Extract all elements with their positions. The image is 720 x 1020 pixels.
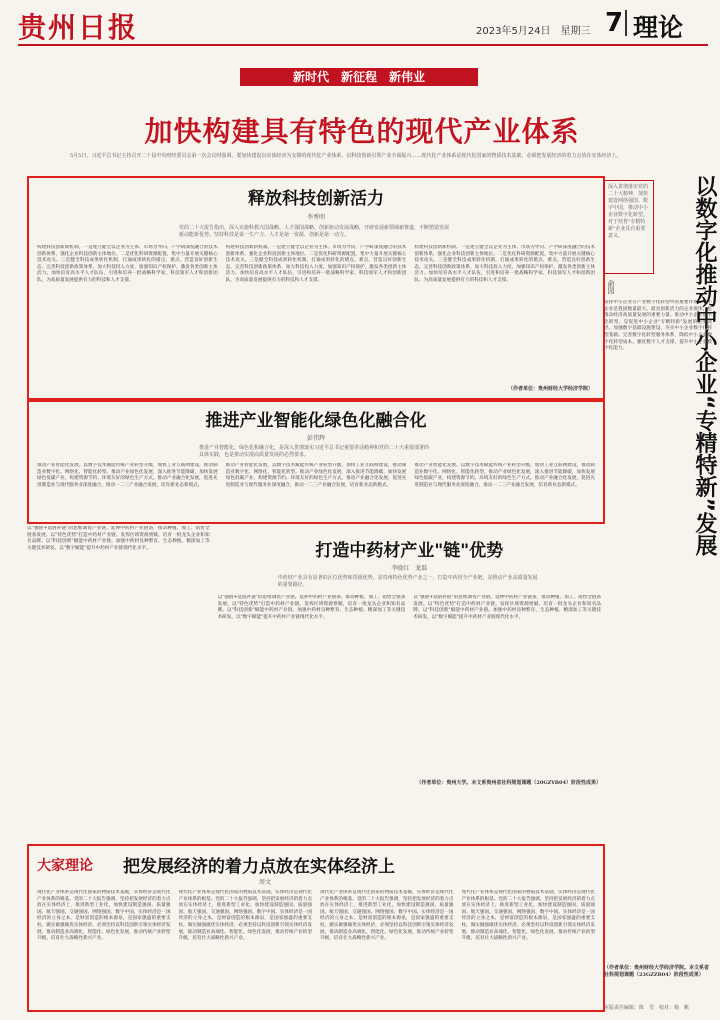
- article-box: [27, 400, 605, 524]
- article-title: 推进产业智能化绿色化融合化: [205, 411, 427, 431]
- article-abstract: 推进产业智能化、绿色化和融合化，是深入贯彻落实习近平总书记重要讲话精神和党的二十大重要部署的具体实践，也是推动实现高质量发展的必然要求。: [199, 445, 430, 458]
- article-title: 把发展经济的着力点放在实体经济上: [123, 857, 395, 877]
- article-body: 构建科技创新新机制。一是建立健全以企业为主体、市场为导向、产学研深度融合的技术创新体系，强化企业科技创新主体地位。二是优化科研资源配置，集中力量开展关键核心技术攻关。三是健全科技成果转化机制，打通成果转化的堵点、难点。营造良好创新生态，完善科技创新政策体系，加大科技投入力度，加强知识产权保护，激发各类创新主体活力。加快培育高水平人才队伍，引进和培养一批战略科学家、科技领军人才和创新团队，为高质量发展提供有力的科技和人才支撑。: [414, 245, 596, 283]
- article-author: 周文: [259, 879, 272, 886]
- issue-date: 2023年5月24日 星期三: [476, 26, 591, 37]
- article-body: 发挥中小企业在产业数字化转型中的重要作用。中小企业是我国数量最大、最具创新活力的企业群体，是推动经济高质量发展的重要力量。推动中小企业数字化转型，是促进中小企业"专精特新"发展的重要途径。加强数字基础设施建设，夯实中小企业数字化转型基础。完善数字化转型服务体系，降低中小企业数字化转型成本。强化数字人才支撑，提升中小企业数字化能力。: [604, 300, 712, 352]
- section-name: 理论: [633, 13, 684, 42]
- article-body: 推动产业智能化发展。以数字技术赋能传统产业转型升级，加快工业互联网建设，推动制造业数字化、网络化、智能化转型。推动产业绿色化发展，深入推进节能降碳，加快发展绿色低碳产业，构建资源节约、环境友好的绿色生产方式。推动产业融合化发展，促进先进制造业与现代服务业深度融合，推动一二三产业融合发展，培育新业态新模式。: [37, 463, 218, 488]
- article-box: [27, 844, 605, 1012]
- author-affiliation: （作者单位：贵州大学。本文系贵州省社科规划课题（20GZYB04）阶段性成果）: [416, 780, 601, 786]
- lead-paragraph: 5月5日，习近平总书记主持召开二十届中央财经委员会第一次会议时强调，要加快建设以实体经济为支撑的现代化产业体系，以科技创新引领产业全面振兴……现代化产业体系是现代化国家的物质技术基础，必须把发展经济的着力点放在实体经济上。: [70, 153, 622, 159]
- article-continuation: [27, 526, 601, 838]
- article-body: 构建科技创新新机制。一是建立健全以企业为主体、市场为导向、产学研深度融合的技术创新体系，强化企业科技创新主体地位。二是优化科研资源配置，集中力量开展关键核心技术攻关。三是健全科技成果转化机制，打通成果转化的堵点、难点。营造良好创新生态，完善科技创新政策体系，加大科技投入力度，加强知识产权保护，激发各类创新主体活力。加快培育高水平人才队伍，引进和培养一批战略科学家、科技领军人才和创新团队，为高质量发展提供有力的科技和人才支撑。: [225, 245, 407, 283]
- author-affiliation: （作者单位：贵州财经大学经济学院。本文系省社科规划课题（23GZZB04）阶段性成果）: [604, 965, 710, 978]
- author-affiliation: （作者单位：贵州财经大学经济学院）: [507, 386, 593, 392]
- article-author: 李秀明: [306, 214, 325, 221]
- sidebar-title: 以数字化推动中小企业“专精特新”发展: [692, 175, 717, 556]
- article-body: 推动产业智能化发展。以数字技术赋能传统产业转型升级，加快工业互联网建设，推动制造业数字化、网络化、智能化转型。推动产业绿色化发展，深入推进节能降碳，加快发展绿色低碳产业，构建资源节约、环境友好的绿色生产方式。推动产业融合化发展，促进先进制造业与现代服务业深度融合，推动一二三产业融合发展，培育新业态新模式。: [414, 463, 596, 488]
- sidebar-body: [604, 300, 712, 990]
- page-editor-credit: 本版责任编辑：陈 雪 校对：杨 帆: [604, 1005, 690, 1011]
- article-author: 彭伟辉: [306, 435, 325, 442]
- article-body: 以"强链+延链补链"的思维调优产业链。延伸中药材产业链条，推动种植、加工、销售全链条发展。以"特色优势"打造中药材产业链。发挥区域资源禀赋，培育一批龙头企业和知名品牌。以"科技创新"赋能中药材产业链。加强中药材良种繁育、生态种植、精深加工等关键技术研发。以"数字赋能"提升中药材产业链现代化水平。: [413, 595, 602, 620]
- sidebar-author: 俞园: [607, 280, 615, 294]
- article-body: 以"强链+延链补链"的思维调优产业链。延伸中药材产业链条，推动种植、加工、销售全链条发展。以"特色优势"打造中药材产业链。发挥区域资源禀赋，培育一批龙头企业和知名品牌。以"科技创新"赋能中药材产业链。加强中药材良种繁育、生态种植、精深加工等关键技术研发。以"数字赋能"提升中药材产业链现代化水平。: [217, 595, 406, 620]
- newspaper-logo: 贵州日报: [18, 11, 139, 44]
- article-body: 现代化产业体系是现代化国家的物质技术基础，实体经济是现代化产业体系的根基。党的二十大报告强调，坚持把发展经济的着力点放在实体经济上，推进新型工业化，加快建设制造强国、质量强国、航天强国、交通强国、网络强国、数字中国。实体经济是一国经济的立身之本，是财富创造的根本源泉，是国家强盛的重要支柱。做实做强做优实体经济，必须坚持以科技创新引领实体经济发展，推动制造业高端化、智能化、绿色化发展，推动传统产业转型升级，培育壮大战略性新兴产业。: [320, 890, 454, 942]
- article-title: 释放科技创新活力: [248, 189, 384, 209]
- article-body: 以"强链+延链补链"的思维调优产业链。延伸中药材产业链条，推动种植、加工、销售全链条发展。以"特色优势"打造中药材产业链。发挥区域资源禀赋，培育一批龙头企业和知名品牌。以"科技创新"赋能中药材产业链。加强中药材良种繁育、生态种植、精深加工等关键技术研发。以"数字赋能"提升中药材产业链现代化水平。: [27, 526, 210, 551]
- sidebar-abstract: 深入贯彻落实党的二十大精神，加快建设网络强国、数字中国，推动中小企业数字化转型，对于培育"专精特新"企业具有重要意义。: [608, 184, 649, 239]
- masthead-rule: [18, 44, 708, 46]
- article-box: [27, 176, 605, 400]
- article-body: 现代化产业体系是现代化国家的物质技术基础，实体经济是现代化产业体系的根基。党的二十大报告强调，坚持把发展经济的着力点放在实体经济上，推进新型工业化，加快建设制造强国、质量强国、航天强国、交通强国、网络强国、数字中国。实体经济是一国经济的立身之本，是财富创造的根本源泉，是国家强盛的重要支柱。做实做强做优实体经济，必须坚持以科技创新引领实体经济发展，推动制造业高端化、智能化、绿色化发展，推动传统产业转型升级，培育壮大战略性新兴产业。: [178, 890, 312, 942]
- article-body: 构建科技创新新机制。一是建立健全以企业为主体、市场为导向、产学研深度融合的技术创新体系，强化企业科技创新主体地位。二是优化科研资源配置，集中力量开展关键核心技术攻关。三是健全科技成果转化机制，打通成果转化的堵点、难点。营造良好创新生态，完善科技创新政策体系，加大科技投入力度，加强知识产权保护，激发各类创新主体活力。加快培育高水平人才队伍，引进和培养一批战略科学家、科技领军人才和创新团队，为高质量发展提供有力的科技和人才支撑。: [37, 245, 218, 283]
- article-title: 打造中药材产业"链"优势: [315, 541, 504, 561]
- article-body: 现代化产业体系是现代化国家的物质技术基础，实体经济是现代化产业体系的根基。党的二十大报告强调，坚持把发展经济的着力点放在实体经济上，推进新型工业化，加快建设制造强国、质量强国、航天强国、交通强国、网络强国、数字中国。实体经济是一国经济的立身之本，是财富创造的根本源泉，是国家强盛的重要支柱。做实做强做优实体经济，必须坚持以科技创新引领实体经济发展，推动制造业高端化、智能化、绿色化发展，推动传统产业转型升级，培育壮大战略性新兴产业。: [461, 890, 595, 942]
- slogan-banner: 新时代 新征程 新伟业: [240, 68, 478, 86]
- article-abstract: 党的二十大报告指出，深入实施科教兴国战略、人才强国战略、创新驱动发展战略，开辟发展新领域新赛道，不断塑造发展新动能新优势。坚持科技是第一生产力、人才是第一资源、创新是第一动力。: [179, 225, 450, 238]
- sidebar-abstract-box: [604, 180, 654, 274]
- column-label: 大家理论: [37, 857, 93, 874]
- page-number: 7: [605, 8, 624, 38]
- page-divider: [625, 10, 627, 36]
- article-abstract: 中药材产业具有显著的区位优势和资源优势，是贵州特色优势产业之一。打造中药材全产业链，是推动产业高质量发展的重要路径。: [277, 575, 538, 588]
- article-author: 李晓红 龙磊: [391, 565, 428, 572]
- article-body: 现代化产业体系是现代化国家的物质技术基础，实体经济是现代化产业体系的根基。党的二十大报告强调，坚持把发展经济的着力点放在实体经济上，推进新型工业化，加快建设制造强国、质量强国、航天强国、交通强国、网络强国、数字中国。实体经济是一国经济的立身之本，是财富创造的根本源泉，是国家强盛的重要支柱。做实做强做优实体经济，必须坚持以科技创新引领实体经济发展，推动制造业高端化、智能化、绿色化发展，推动传统产业转型升级，培育壮大战略性新兴产业。: [37, 890, 171, 942]
- article-body: 推动产业智能化发展。以数字技术赋能传统产业转型升级，加快工业互联网建设，推动制造业数字化、网络化、智能化转型。推动产业绿色化发展，深入推进节能降碳，加快发展绿色低碳产业，构建资源节约、环境友好的绿色生产方式。推动产业融合化发展，促进先进制造业与现代服务业深度融合，推动一二三产业融合发展，培育新业态新模式。: [225, 463, 407, 488]
- page-headline: 加快构建具有特色的现代产业体系: [144, 115, 580, 148]
